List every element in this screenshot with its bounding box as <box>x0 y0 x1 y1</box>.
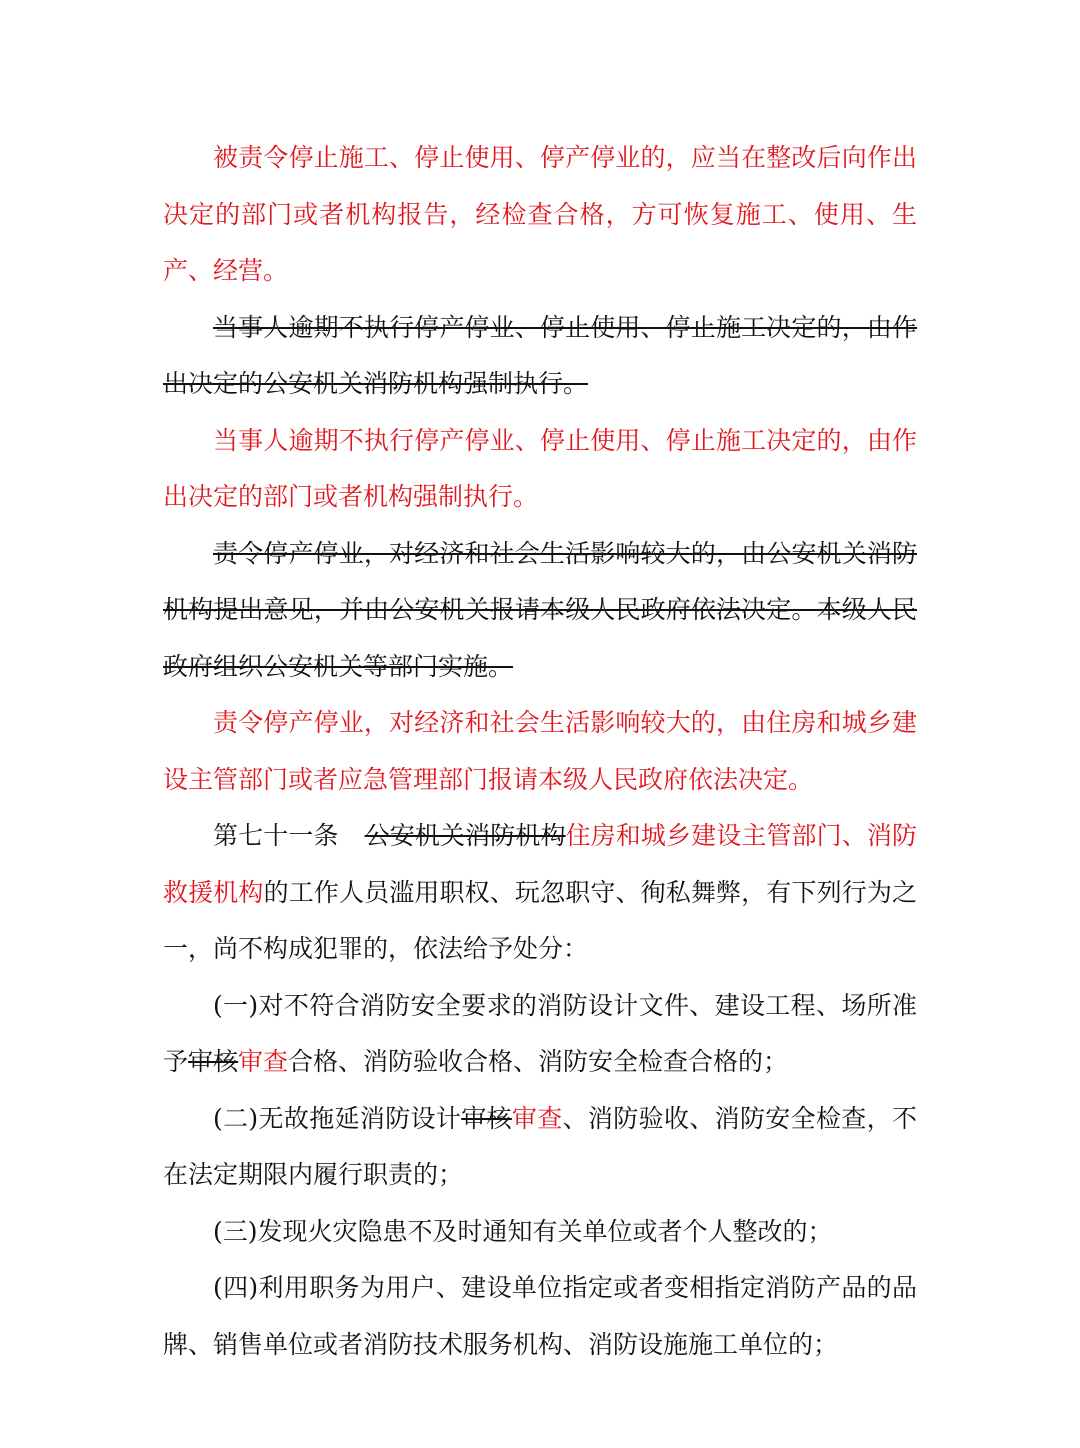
inserted-text: 审查 <box>238 1047 289 1076</box>
paragraph-item-3 <box>163 1204 917 1261</box>
paragraph-inserted-resumption <box>163 130 917 300</box>
plain-text: 合格、消防验收合格、消防安全检查合格的； <box>288 1047 789 1076</box>
inserted-text: 被责令停止施工、停止使用、停产停业的，应当在整改后向作出决定的部门或者机构报告，经检查合格，方可恢复施工、使用、生产、经营。 <box>163 143 917 285</box>
plain-text: 、消防验收、消防安全检查，不在法定期限内履行职责的； <box>163 1103 917 1189</box>
paragraph-item-2 <box>163 1091 917 1204</box>
deleted-text: 当事人逾期不执行停产停业、停止使用、停止施工决定的，由作出决定的公安机关消防机构强制执行。 <box>163 312 917 398</box>
plain-text: 的工作人员滥用职权、玩忽职守、徇私舞弊，有下列行为之一，尚不构成犯罪的，依法给予处分： <box>163 877 917 963</box>
paragraph-inserted-suspension <box>163 695 917 808</box>
article-number: 第七十一条 <box>213 821 339 850</box>
paragraph-deleted-suspension <box>163 526 917 696</box>
deleted-text: 责令停产停业，对经济和社会生活影响较大的，由公安机关消防机构提出意见，并由公安机关报请本级人民政府依法决定。本级人民政府组织公安机关等部门实施。 <box>163 538 917 681</box>
document-page <box>163 130 917 1373</box>
inserted-text: 审查 <box>511 1103 563 1133</box>
inserted-text: 当事人逾期不执行停产停业、停止使用、停止施工决定的，由作出决定的部门或者机构强制执行。 <box>163 425 917 511</box>
paragraph-item-4 <box>163 1260 917 1373</box>
paragraph-item-1 <box>163 978 917 1091</box>
paragraph-article-71 <box>163 808 917 978</box>
plain-text: (四)利用职务为用户、建设单位指定或者变相指定消防产品的品牌、销售单位或者消防技术服务机构、消防设施施工单位的； <box>163 1273 917 1359</box>
plain-text: (二)无故拖延消防设计 <box>213 1103 462 1133</box>
deleted-text: 审核 <box>188 1047 239 1076</box>
paragraph-inserted-enforcement <box>163 413 917 526</box>
plain-text: (一)对不符合消防安全要求的消防设计文件、建设工程、场所准予 <box>163 990 917 1076</box>
deleted-text: 审核 <box>461 1103 512 1133</box>
deleted-text: 公安机关消防机构 <box>364 821 566 850</box>
paragraph-deleted-enforcement <box>163 300 917 413</box>
plain-text: (三)发现火灾隐患不及时通知有关单位或者个人整改的； <box>213 1216 833 1246</box>
inserted-text: 责令停产停业，对经济和社会生活影响较大的，由住房和城乡建设主管部门或者应急管理部门报请本级人民政府依法决定。 <box>163 708 917 794</box>
inserted-text: 住房和城乡建设主管部门、消防救援机构 <box>163 821 917 907</box>
